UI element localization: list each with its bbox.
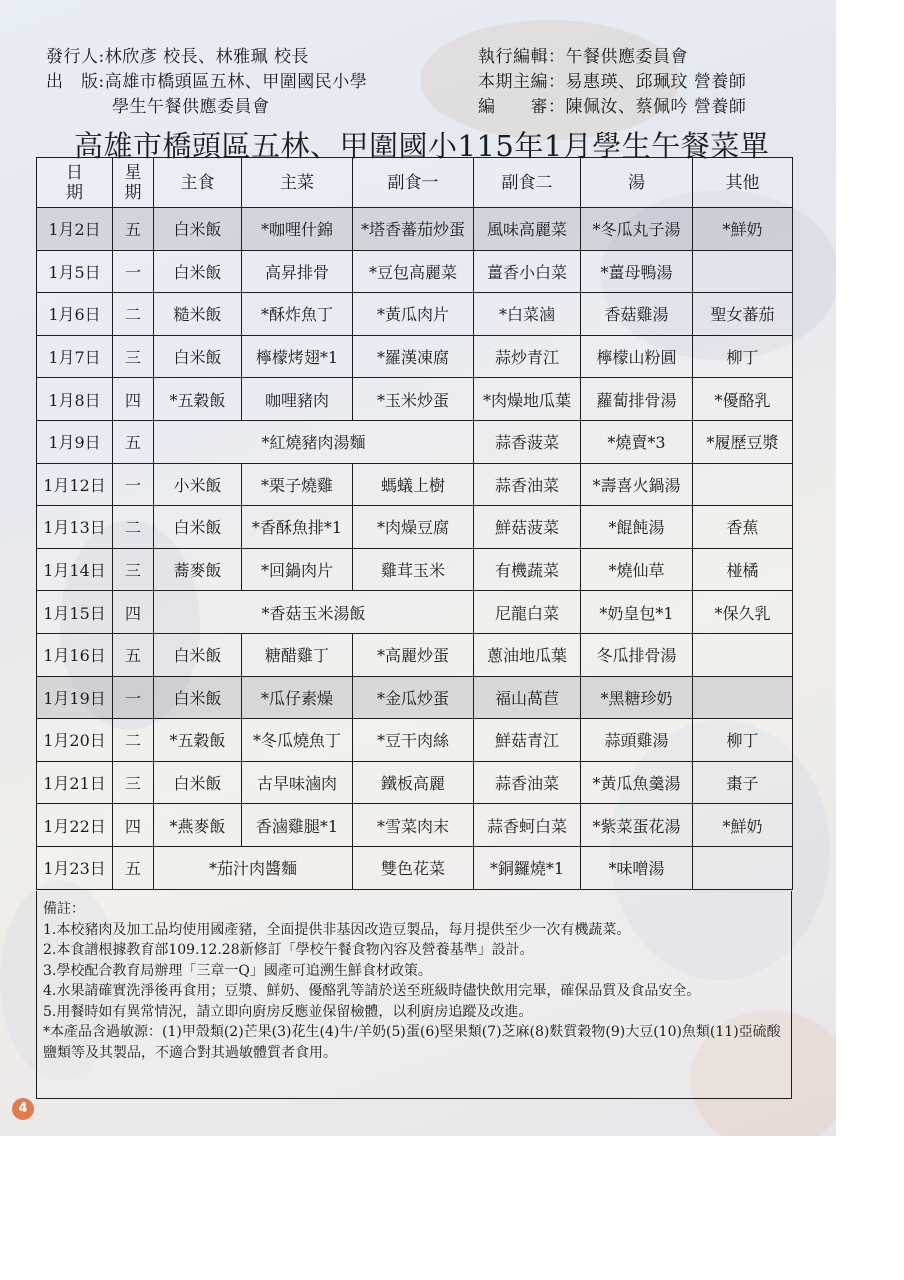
side1-cell: 螞蟻上樹 xyxy=(353,463,474,506)
soup-cell: 香菇雞湯 xyxy=(581,293,693,336)
publisher-org-line: 出 版:高雄市橋頭區五林、甲圍國民小學 xyxy=(46,72,368,92)
date-cell: 1月16日 xyxy=(37,633,113,676)
staple-cell: 白米飯 xyxy=(154,506,242,549)
other-cell: *優酪乳 xyxy=(693,378,793,421)
chief-editor: 本期主編：易惠瑛、邱珮玟 營養師 xyxy=(478,72,747,92)
main-dish-cell: *栗子燒雞 xyxy=(242,463,353,506)
side2-cell: *銅鑼燒*1 xyxy=(474,846,581,889)
weekday-cell: 二 xyxy=(113,719,154,762)
soup-cell: 冬瓜排骨湯 xyxy=(581,633,693,676)
side1-cell: *羅漢凍腐 xyxy=(353,335,474,378)
side2-cell: 蒜香油菜 xyxy=(474,463,581,506)
date-cell: 1月2日 xyxy=(37,208,113,251)
weekday-cell: 五 xyxy=(113,208,154,251)
table-row xyxy=(37,548,793,591)
side2-cell: *白菜滷 xyxy=(474,293,581,336)
weekday-cell: 一 xyxy=(113,250,154,293)
side2-cell: 鮮菇菠菜 xyxy=(474,506,581,549)
other-cell: 椪橘 xyxy=(693,548,793,591)
side2-cell: 有機蔬菜 xyxy=(474,548,581,591)
date-cell: 1月9日 xyxy=(37,420,113,463)
side1-cell: *塔香蕃茄炒蛋 xyxy=(353,208,474,251)
other-cell xyxy=(693,846,793,889)
side2-cell: 尼龍白菜 xyxy=(474,591,581,634)
staple-cell: *五穀飯 xyxy=(154,719,242,762)
weekday-cell: 五 xyxy=(113,420,154,463)
date-cell: 1月13日 xyxy=(37,506,113,549)
table-header-row xyxy=(37,158,793,208)
column-header-main: 主菜 xyxy=(242,158,353,208)
other-cell xyxy=(693,633,793,676)
page-number-badge: 4 xyxy=(12,1098,34,1120)
date-cell: 1月14日 xyxy=(37,548,113,591)
side1-cell: *玉米炒蛋 xyxy=(353,378,474,421)
table-row xyxy=(37,719,793,762)
publication-header xyxy=(0,0,836,122)
date-cell: 1月6日 xyxy=(37,293,113,336)
note-item: 1.本校豬肉及加工品均使用國產豬，全面提供非基因改造豆製品，每月提供至少一次有機蔬菜。 xyxy=(43,921,631,938)
weekday-cell: 四 xyxy=(113,591,154,634)
other-cell: *保久乳 xyxy=(693,591,793,634)
date-cell: 1月23日 xyxy=(37,846,113,889)
staple-cell: 白米飯 xyxy=(154,208,242,251)
soup-cell: *壽喜火鍋湯 xyxy=(581,463,693,506)
date-cell: 1月22日 xyxy=(37,804,113,847)
main-dish-cell: 高昇排骨 xyxy=(242,250,353,293)
notes-section xyxy=(36,891,792,1099)
side2-cell: 薑香小白菜 xyxy=(474,250,581,293)
table-row xyxy=(37,463,793,506)
other-cell: 聖女蕃茄 xyxy=(693,293,793,336)
staple-cell: 糙米飯 xyxy=(154,293,242,336)
publisher-line: 發行人:林欣彥 校長、林雅珮 校長 xyxy=(46,47,310,67)
column-header-soup: 湯 xyxy=(581,158,693,208)
combined-dish-cell: *香菇玉米湯飯 xyxy=(154,591,474,634)
table-row xyxy=(37,676,793,719)
weekday-cell: 三 xyxy=(113,761,154,804)
soup-cell: *味噌湯 xyxy=(581,846,693,889)
table-row xyxy=(37,591,793,634)
other-cell xyxy=(693,676,793,719)
other-cell: *鮮奶 xyxy=(693,208,793,251)
staple-cell: 白米飯 xyxy=(154,250,242,293)
weekday-cell: 一 xyxy=(113,463,154,506)
side2-cell: 蒜香菠菜 xyxy=(474,420,581,463)
note-item: 2.本食譜根據教育部109.12.28新修訂「學校午餐食物內容及營養基準」設計。 xyxy=(43,942,534,958)
main-dish-cell: 香滷雞腿*1 xyxy=(242,804,353,847)
side2-cell: 福山萵苣 xyxy=(474,676,581,719)
soup-cell: *黃瓜魚羹湯 xyxy=(581,761,693,804)
side2-cell: 蒜炒青江 xyxy=(474,335,581,378)
side1-cell: 鐵板高麗 xyxy=(353,761,474,804)
date-cell: 1月20日 xyxy=(37,719,113,762)
other-cell: 柳丁 xyxy=(693,335,793,378)
soup-cell: *紫菜蛋花湯 xyxy=(581,804,693,847)
weekday-cell: 二 xyxy=(113,506,154,549)
column-header-side2: 副食二 xyxy=(474,158,581,208)
soup-cell: 檸檬山粉圓 xyxy=(581,335,693,378)
soup-cell: *燒賣*3 xyxy=(581,420,693,463)
note-item: 5.用餐時如有異常情況，請立即向廚房反應並保留檢體，以利廚房追蹤及改進。 xyxy=(43,1003,533,1020)
date-cell: 1月7日 xyxy=(37,335,113,378)
side2-cell: 鮮菇青江 xyxy=(474,719,581,762)
table-row xyxy=(37,846,793,889)
other-cell: *鮮奶 xyxy=(693,804,793,847)
table-row xyxy=(37,208,793,251)
other-cell: 棗子 xyxy=(693,761,793,804)
table-row xyxy=(37,293,793,336)
main-dish-cell: *酥炸魚丁 xyxy=(242,293,353,336)
weekday-cell: 三 xyxy=(113,335,154,378)
executive-editor: 執行編輯：午餐供應委員會 xyxy=(478,47,688,67)
weekday-cell: 五 xyxy=(113,633,154,676)
soup-cell: *奶皇包*1 xyxy=(581,591,693,634)
side2-cell: 風味高麗菜 xyxy=(474,208,581,251)
staple-cell: 白米飯 xyxy=(154,633,242,676)
note-item: 4.水果請確實洗淨後再食用；豆漿、鮮奶、優酪乳等請於送至班級時儘快飲用完畢，確保品質及食品安全。 xyxy=(43,983,701,999)
main-dish-cell: *香酥魚排*1 xyxy=(242,506,353,549)
date-cell: 1月21日 xyxy=(37,761,113,804)
side1-cell: 雙色花菜 xyxy=(353,846,474,889)
other-cell: 香蕉 xyxy=(693,506,793,549)
soup-cell: *薑母鴨湯 xyxy=(581,250,693,293)
soup-cell: *燒仙草 xyxy=(581,548,693,591)
soup-cell: 蒜頭雞湯 xyxy=(581,719,693,762)
side2-cell: 蔥油地瓜葉 xyxy=(474,633,581,676)
column-header-other: 其他 xyxy=(693,158,793,208)
combined-dish-cell: *紅燒豬肉湯麵 xyxy=(154,420,474,463)
side2-cell: *肉燥地瓜葉 xyxy=(474,378,581,421)
side1-cell: *高麗炒蛋 xyxy=(353,633,474,676)
side1-cell: *肉燥豆腐 xyxy=(353,506,474,549)
table-row xyxy=(37,506,793,549)
soup-cell: 蘿蔔排骨湯 xyxy=(581,378,693,421)
main-dish-cell: 檸檬烤翅*1 xyxy=(242,335,353,378)
staple-cell: 小米飯 xyxy=(154,463,242,506)
table-row xyxy=(37,804,793,847)
weekday-cell: 四 xyxy=(113,378,154,421)
staple-cell: *燕麥飯 xyxy=(154,804,242,847)
notes-heading: 備註： xyxy=(43,901,85,917)
main-dish-cell: 古早味滷肉 xyxy=(242,761,353,804)
date-cell: 1月19日 xyxy=(37,676,113,719)
side1-cell: *金瓜炒蛋 xyxy=(353,676,474,719)
reviewer: 編 審：陳佩汝、蔡佩吟 營養師 xyxy=(478,97,747,117)
weekday-cell: 一 xyxy=(113,676,154,719)
date-cell: 1月12日 xyxy=(37,463,113,506)
other-cell: *履歷豆漿 xyxy=(693,420,793,463)
side1-cell: *雪菜肉末 xyxy=(353,804,474,847)
main-dish-cell: *瓜仔素燥 xyxy=(242,676,353,719)
main-dish-cell: *回鍋肉片 xyxy=(242,548,353,591)
column-header-staple: 主食 xyxy=(154,158,242,208)
weekday-cell: 三 xyxy=(113,548,154,591)
lunch-menu-table xyxy=(36,157,793,890)
weekday-cell: 四 xyxy=(113,804,154,847)
staple-cell: 白米飯 xyxy=(154,676,242,719)
table-row xyxy=(37,420,793,463)
weekday-cell: 五 xyxy=(113,846,154,889)
column-header-date: 日 期 xyxy=(37,158,113,208)
table-row xyxy=(37,633,793,676)
side1-cell: *豆干肉絲 xyxy=(353,719,474,762)
other-cell xyxy=(693,250,793,293)
publisher-org-line-2: 學生午餐供應委員會 xyxy=(112,97,270,117)
soup-cell: *冬瓜丸子湯 xyxy=(581,208,693,251)
main-dish-cell: 糖醋雞丁 xyxy=(242,633,353,676)
column-header-side1: 副食一 xyxy=(353,158,474,208)
page-title: 高雄市橋頭區五林、甲圍國小115年1月學生午餐菜單 xyxy=(74,129,770,163)
soup-cell: *黑糖珍奶 xyxy=(581,676,693,719)
table-row xyxy=(37,250,793,293)
side1-cell: 雞茸玉米 xyxy=(353,548,474,591)
main-dish-cell: 咖哩豬肉 xyxy=(242,378,353,421)
table-row xyxy=(37,335,793,378)
side1-cell: *黃瓜肉片 xyxy=(353,293,474,336)
main-dish-cell: *咖哩什錦 xyxy=(242,208,353,251)
table-row xyxy=(37,761,793,804)
note-item: 3.學校配合教育局辦理「三章一Q」國產可追溯生鮮食材政策。 xyxy=(43,962,432,979)
weekday-cell: 二 xyxy=(113,293,154,336)
table-row xyxy=(37,378,793,421)
side2-cell: 蒜香油菜 xyxy=(474,761,581,804)
column-header-weekday: 星 期 xyxy=(113,158,154,208)
side1-cell: *豆包高麗菜 xyxy=(353,250,474,293)
soup-cell: *餛飩湯 xyxy=(581,506,693,549)
staple-cell: 白米飯 xyxy=(154,761,242,804)
staple-cell: 白米飯 xyxy=(154,335,242,378)
date-cell: 1月5日 xyxy=(37,250,113,293)
main-dish-cell: *冬瓜燒魚丁 xyxy=(242,719,353,762)
note-item: *本產品含過敏源：(1)甲殼類(2)芒果(3)花生(4)牛/羊奶(5)蛋(6)堅果類(7)芝麻(8)麩質穀物(9)大豆(10)魚類(11)亞硫酸鹽類等及其製品，不適合對其過敏體質者食用。 xyxy=(43,1024,781,1061)
other-cell xyxy=(693,463,793,506)
date-cell: 1月15日 xyxy=(37,591,113,634)
side2-cell: 蒜香蚵白菜 xyxy=(474,804,581,847)
combined-dish-cell: *茄汁肉醬麵 xyxy=(154,846,353,889)
staple-cell: 蕎麥飯 xyxy=(154,548,242,591)
date-cell: 1月8日 xyxy=(37,378,113,421)
other-cell: 柳丁 xyxy=(693,719,793,762)
staple-cell: *五穀飯 xyxy=(154,378,242,421)
